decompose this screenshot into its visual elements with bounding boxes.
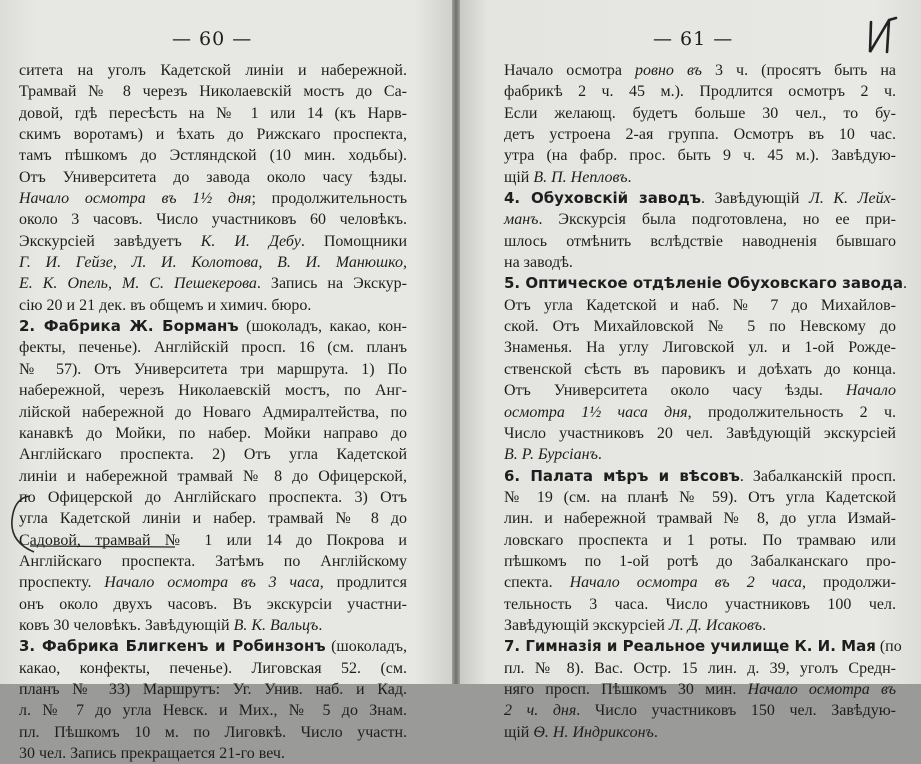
text-line bbox=[19, 444, 407, 465]
text-run: ковъ 30 человѣкъ. Завѣдующій bbox=[19, 616, 234, 634]
page-right bbox=[460, 0, 921, 741]
text-line bbox=[504, 572, 896, 593]
text-run: около 3 часовъ. Число участниковъ 60 человѣкъ. bbox=[19, 211, 407, 229]
text-run: шлось отмѣнить вслѣдствіе наводненія бывшаго bbox=[504, 232, 896, 250]
text-run: проспекту. bbox=[19, 574, 105, 592]
text-line bbox=[504, 615, 896, 636]
text-run: щій bbox=[504, 723, 534, 741]
text-line bbox=[19, 252, 407, 273]
italic-text: манъ bbox=[504, 211, 539, 229]
text-run: (шоколадъ, какао, кон- bbox=[238, 318, 408, 336]
text-line bbox=[19, 337, 407, 358]
text-run: 3 ч. (просятъ быть на bbox=[702, 62, 897, 79]
text-line bbox=[19, 700, 407, 721]
text-run: (шоколадъ, bbox=[325, 638, 407, 656]
text-run: Отъ Университета около часу ѣзды. bbox=[504, 382, 846, 400]
text-line bbox=[504, 466, 896, 487]
text-line bbox=[504, 252, 896, 273]
handwritten-mark bbox=[865, 12, 905, 60]
text-run: . Завѣдующій bbox=[701, 190, 809, 208]
text-line bbox=[19, 295, 407, 316]
text-run: . Число участниковъ 150 чел. Завѣдую- bbox=[576, 702, 896, 720]
text-line bbox=[19, 508, 407, 529]
text-line bbox=[504, 337, 896, 358]
text-run: фекты, печенье). Англійскій просп. 16 (см. планъ bbox=[19, 339, 407, 357]
italic-text: Начало осмотра въ bbox=[747, 680, 897, 698]
text-run: ; продолжительность bbox=[251, 190, 407, 208]
italic-text: Начало осмотра въ 2 часа bbox=[569, 574, 803, 592]
pencil-underline-mark bbox=[30, 543, 180, 551]
text-run: тамъ пѣшкомъ до Эстляндской (10 мин. ходьбы). bbox=[19, 147, 407, 165]
text-line bbox=[504, 508, 896, 529]
text-run: онъ около двухъ часовъ. Въ экскурсіи участни- bbox=[19, 595, 407, 613]
italic-text: К. И. Дебу bbox=[200, 232, 301, 250]
page-text-left bbox=[19, 60, 407, 764]
italic-text: Начало bbox=[845, 382, 896, 400]
text-line bbox=[504, 60, 896, 81]
page-number-left: — 60 — bbox=[172, 28, 253, 50]
text-run: няго просп. Пѣшкомъ 30 мин. bbox=[504, 680, 748, 698]
text-run: . bbox=[627, 168, 632, 186]
text-run: Начало осмотра bbox=[504, 62, 636, 79]
text-line bbox=[504, 124, 896, 145]
text-line bbox=[504, 487, 896, 508]
text-line bbox=[504, 273, 908, 294]
text-line bbox=[19, 145, 407, 166]
text-run: сію 20 и 21 дек. въ общемъ и химич. бюро. bbox=[19, 296, 312, 314]
text-run: скимъ воротамъ) и ѣхать до Рижскаго проспекта, bbox=[19, 126, 407, 144]
text-line bbox=[504, 551, 896, 572]
text-run: набережной, черезъ Николаевскій мостъ, по Анг- bbox=[19, 382, 407, 400]
text-run: пѣшкомъ по 1-ой ротѣ до Забалканскаго про- bbox=[504, 552, 896, 570]
text-run: детъ устроена 2-ая группа. Осмотръ въ 10 час. bbox=[504, 126, 896, 144]
italic-text: В. П. Непловъ bbox=[533, 168, 628, 186]
text-run: Трамвай № 8 черезъ Николаевскій мостъ до Са- bbox=[19, 83, 407, 101]
text-line bbox=[19, 124, 407, 145]
page-number-right: — 61 — bbox=[653, 28, 734, 50]
text-run: . Помощники bbox=[300, 232, 408, 250]
text-run: Англійскаго проспекта. 2) Отъ угла Кадетской bbox=[19, 446, 407, 464]
text-run: Отъ угла Кадетской и наб. № 7 до Михайлов- bbox=[504, 296, 896, 314]
text-run: . Забалканскій просп. bbox=[739, 467, 897, 485]
text-run: канавкѣ до Мойки, по набер. Мойки направо до bbox=[19, 424, 407, 442]
text-run: л. № 7 до угла Невск. и Мих., № 5 до Знам. bbox=[19, 702, 407, 720]
text-line bbox=[504, 231, 896, 252]
text-line bbox=[504, 700, 896, 721]
text-run: , продолжительность 2 ч. bbox=[687, 403, 897, 421]
text-run: Знаменья. На углу Лиговской ул. и 1-ой Рожде- bbox=[504, 339, 896, 357]
text-run: спекта. bbox=[504, 574, 570, 592]
text-run: ловскаго проспекта и 1 роты. По трамваю или bbox=[504, 531, 896, 549]
text-line bbox=[19, 487, 407, 508]
text-run: лійской набережной до Новаго Адмиралтейства, по bbox=[19, 403, 407, 421]
text-run: . bbox=[653, 723, 658, 741]
text-line bbox=[504, 316, 896, 337]
text-line bbox=[504, 167, 896, 188]
text-run: планъ № 33) Маршрутъ: Уг. Унив. наб. и Кад. bbox=[19, 680, 407, 698]
text-line bbox=[19, 103, 407, 124]
text-line bbox=[19, 273, 407, 294]
text-line bbox=[19, 188, 407, 209]
italic-text: Г. И. Гейзе, Л. И. Колотова, В. И. Манюшко, bbox=[19, 254, 407, 272]
text-line bbox=[19, 380, 407, 401]
text-run: № 57). Отъ Университета три маршрута. 1) По bbox=[19, 360, 407, 378]
book-gutter bbox=[452, 0, 460, 684]
text-run: № 19 (см. на планѣ № 59). Отъ угла Кадетской bbox=[504, 488, 896, 506]
italic-text: ровно въ bbox=[635, 62, 702, 79]
page-text-right bbox=[504, 60, 908, 743]
text-run: . Запись на Экскур- bbox=[256, 275, 407, 293]
italic-text: Л. К. Лейх- bbox=[808, 190, 897, 208]
text-run: Отъ Университета до завода около часу ѣзды. bbox=[19, 168, 407, 186]
text-line bbox=[504, 188, 896, 209]
text-run: пл. № 8). Вас. Остр. 15 лин. д. 39, уголъ Средн- bbox=[504, 659, 896, 677]
italic-text: Начало осмотра въ 1½ дня bbox=[19, 190, 252, 208]
text-run: . bbox=[318, 616, 323, 634]
text-run: Если желающ. будетъ больше 30 чел., то бу- bbox=[504, 104, 896, 122]
section-heading: 3. Фабрика Блигкенъ и Робинзонъ bbox=[19, 637, 326, 656]
section-heading: 4. Обуховскій заводъ bbox=[504, 189, 701, 208]
text-run: линіи и набережной трамвай № 8 до Офицерской, bbox=[19, 467, 407, 485]
italic-text: 2 ч. дня bbox=[504, 702, 577, 720]
text-run: довой, гдѣ пересѣсть на № 1 или 14 (къ Нарв- bbox=[19, 104, 407, 122]
text-line bbox=[504, 444, 896, 465]
text-run: по Офицерской до Англійскаго проспекта. 3) Отъ bbox=[19, 488, 407, 506]
section-heading: 2. Фабрика Ж. Борманъ bbox=[19, 317, 239, 336]
text-line bbox=[504, 209, 896, 230]
text-line bbox=[19, 615, 407, 636]
text-run: Англійскаго проспекта. Затѣмъ по Англійскому bbox=[19, 552, 407, 570]
text-run: угла Кадетской линіи и набер. трамвай № 8 до bbox=[19, 510, 407, 528]
section-heading: 6. Палата мѣръ и вѣсовъ bbox=[504, 466, 740, 485]
text-line bbox=[19, 679, 407, 700]
text-line bbox=[19, 167, 407, 188]
text-line bbox=[504, 81, 896, 102]
text-line bbox=[19, 551, 407, 572]
text-run: пл. Пѣшкомъ 10 м. по Лиговкѣ. Число участн. bbox=[19, 723, 407, 741]
text-line bbox=[19, 658, 407, 679]
text-line bbox=[19, 402, 407, 423]
text-run: щій bbox=[504, 168, 534, 186]
text-line bbox=[504, 658, 896, 679]
text-run: 30 чел. Запись прекращается 21-го веч. bbox=[19, 745, 285, 762]
text-line bbox=[19, 722, 407, 743]
text-run: лин. и набережной трамвай № 8, до угла Измай- bbox=[504, 510, 896, 528]
text-line bbox=[19, 359, 407, 380]
text-run: . bbox=[597, 446, 602, 464]
text-line bbox=[504, 423, 896, 444]
text-line bbox=[504, 679, 896, 700]
text-run: (по bbox=[875, 638, 902, 656]
italic-text: В. Р. Бурсіанъ bbox=[504, 446, 598, 464]
italic-text: Начало осмотра въ 3 часа bbox=[104, 574, 320, 592]
text-run: ситета на уголъ Кадетской линіи и набережной. bbox=[19, 62, 407, 79]
text-line bbox=[19, 572, 407, 593]
text-line bbox=[504, 295, 896, 316]
text-line bbox=[504, 103, 896, 124]
italic-text: В. К. Вальцъ bbox=[233, 616, 319, 634]
text-run: какао, конфекты, печенье). Лиговская 52. (см. bbox=[19, 659, 407, 677]
text-run: Экскурсіей завѣдуетъ bbox=[19, 232, 201, 250]
text-run: . Экскурсія была подготовлена, но ее при- bbox=[538, 211, 896, 229]
text-line bbox=[504, 402, 896, 423]
section-heading: 5. Оптическое отдѣленіе Обуховскаго завода bbox=[504, 274, 904, 293]
text-run: . bbox=[903, 275, 908, 293]
text-run: , продолжи- bbox=[802, 574, 896, 592]
text-line bbox=[19, 60, 407, 81]
section-heading: 7. Гимназія и Реальное училище К. И. Мая bbox=[504, 637, 876, 656]
italic-text: Л. Д. Исаковъ bbox=[668, 616, 763, 634]
text-run: на заводѣ. bbox=[504, 254, 573, 272]
text-line bbox=[504, 722, 896, 743]
text-line bbox=[504, 636, 902, 657]
text-line bbox=[19, 81, 407, 102]
text-line bbox=[504, 359, 896, 380]
text-line bbox=[19, 743, 407, 764]
text-run: ской. Отъ Михайловской № 5 по Невскому до bbox=[504, 318, 896, 336]
text-line bbox=[504, 530, 896, 551]
page-left bbox=[0, 0, 452, 762]
text-run: утра (на фабр. прос. быть 9 ч. 45 м.). Завѣдую- bbox=[504, 147, 896, 165]
italic-text: осмотра 1½ часа дня bbox=[504, 403, 688, 421]
italic-text: Ѳ. Н. Индриксонъ bbox=[533, 723, 654, 741]
text-run: ственской сѣсть въ паровикъ и доѣхать до конца. bbox=[504, 360, 896, 378]
text-line bbox=[504, 145, 896, 166]
text-line bbox=[19, 594, 407, 615]
text-line bbox=[19, 466, 407, 487]
text-line bbox=[19, 209, 407, 230]
text-run: Завѣдующій экскурсіей bbox=[504, 616, 669, 634]
text-line bbox=[19, 423, 407, 444]
text-line bbox=[504, 380, 896, 401]
italic-text: Е. К. Опель, М. С. Пешекерова bbox=[19, 275, 257, 293]
text-run: , продлится bbox=[319, 574, 408, 592]
text-run: Число участниковъ 20 чел. Завѣдующій экскурсіей bbox=[504, 424, 896, 442]
text-line bbox=[19, 231, 407, 252]
text-run: тельность 3 часа. Число участниковъ 100 чел. bbox=[504, 595, 896, 613]
text-line bbox=[19, 316, 407, 337]
text-line bbox=[19, 636, 407, 657]
text-line bbox=[504, 594, 896, 615]
text-run: . bbox=[762, 616, 767, 634]
text-run: фабрикѣ 2 ч. 45 м.). Продлится осмотръ 2 ч. bbox=[504, 83, 896, 101]
text-run: Садовой, трамвай № 1 или 14 до Покрова и bbox=[19, 531, 407, 549]
